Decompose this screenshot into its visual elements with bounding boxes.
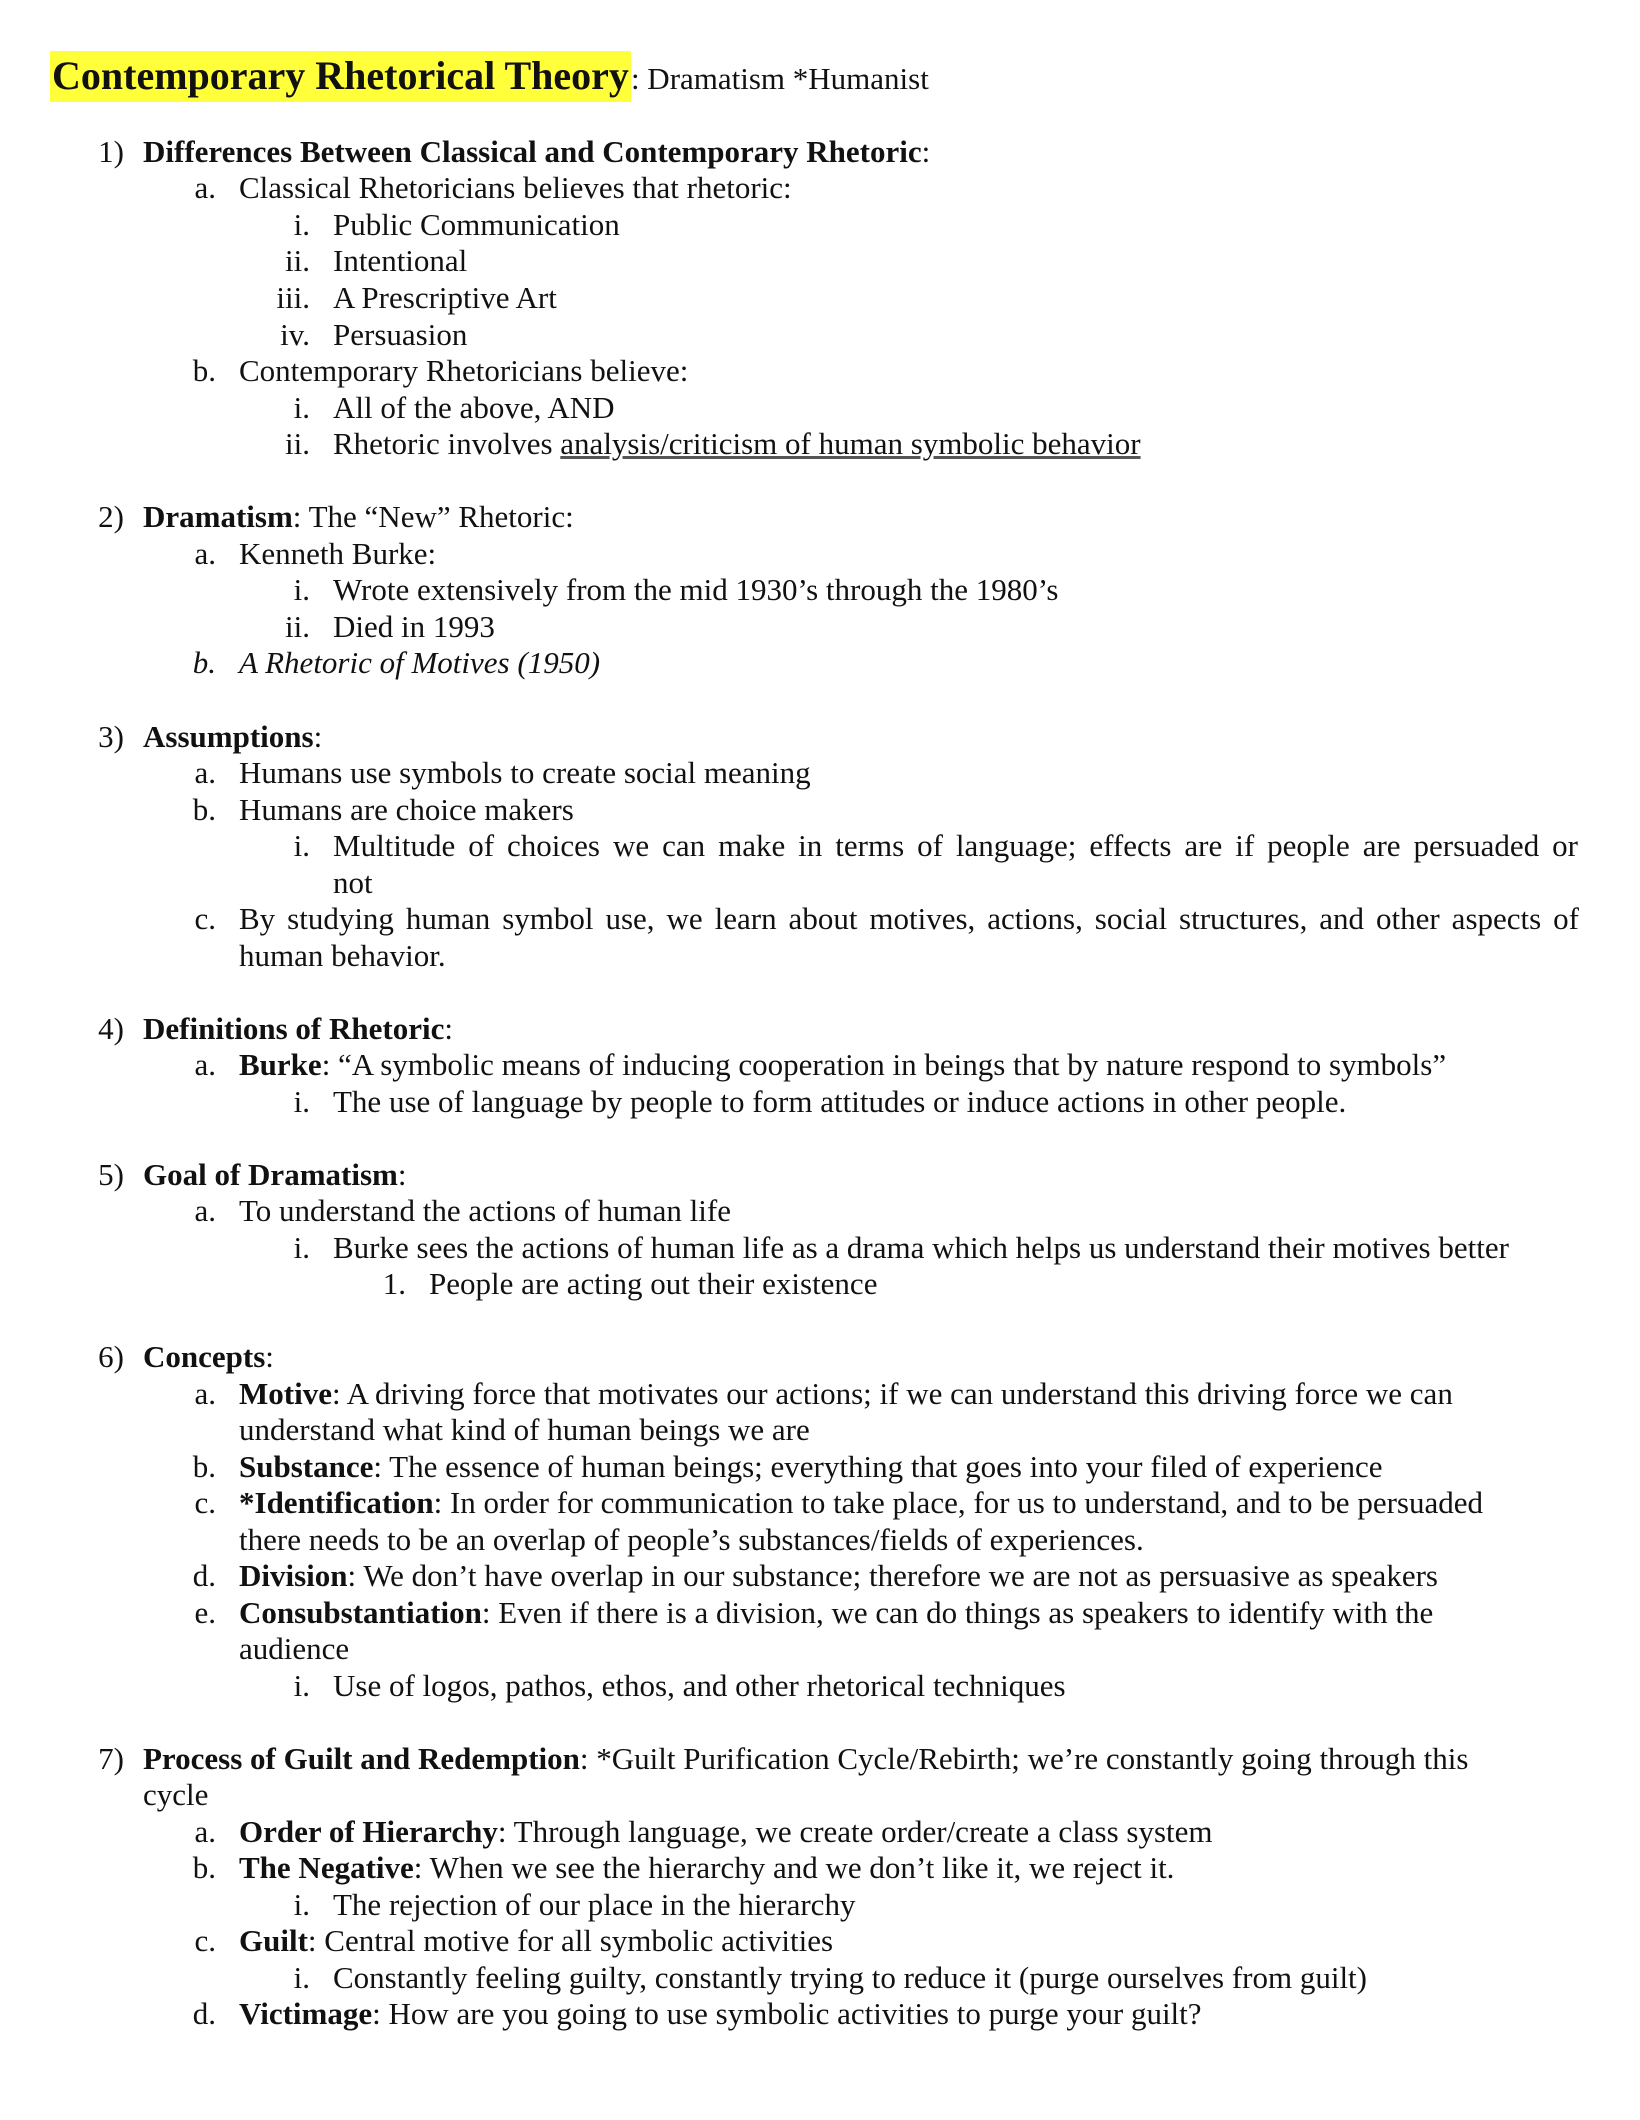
list-item: To understand the actions of human life [239,1193,731,1228]
item-roman: ii. [285,243,310,278]
item-roman: i. [293,207,310,242]
list-item: People are acting out their existence [429,1266,878,1301]
item-letter: a. [194,536,216,571]
item-roman: i. [293,1887,310,1922]
list-item: The Negative: When we see the hierarchy and we don’t like it, we reject it. [239,1850,1175,1885]
list-item: A Prescriptive Art [333,280,557,315]
list-item: Division: We don’t have overlap in our substance; therefore we are not as persuasive as speakers [239,1558,1438,1593]
section-number: 6) [98,1339,124,1374]
section-heading: Goal of Dramatism: [143,1157,407,1192]
item-roman: ii. [285,426,310,461]
section-number: 3) [98,719,124,754]
list-item: Died in 1993 [333,609,495,644]
item-roman: i. [293,1668,310,1703]
section-heading: Differences Between Classical and Contemporary Rhetoric: [143,134,931,169]
list-item: Motive: A driving force that motivates our actions; if we can understand this driving force we can [239,1376,1453,1411]
section-number: 7) [98,1741,124,1776]
item-letter: a. [194,170,216,205]
list-item: *Identification: In order for communication to take place, for us to understand, and to be persuaded [239,1485,1483,1520]
section-heading: Assumptions: [143,719,323,754]
section-number: 2) [98,499,124,534]
list-item: Guilt: Central motive for all symbolic activities [239,1923,834,1958]
item-roman: i. [293,1230,310,1265]
item-letter: a. [194,1376,216,1411]
title-highlighted: Contemporary Rhetorical Theory [50,51,631,102]
item-letter: b. [192,1449,216,1484]
list-item: Rhetoric involves analysis/criticism of human symbolic behavior [333,426,1141,461]
list-item: Contemporary Rhetoricians believe: [239,353,689,388]
item-roman: ii. [285,609,310,644]
item-roman: i. [293,1960,310,1995]
section-heading-continued: cycle [143,1777,209,1812]
list-item: Public Communication [333,207,620,242]
item-letter: a. [194,1814,216,1849]
item-letter: a. [194,755,216,790]
section-heading: Process of Guilt and Redemption: *Guilt Purification Cycle/Rebirth; we’re constantly going through this [143,1741,1469,1776]
list-item: Substance: The essence of human beings; everything that goes into your filed of experience [239,1449,1383,1484]
item-letter: a. [194,1047,216,1082]
list-item: Consubstantiation: Even if there is a division, we can do things as speakers to identify with the [239,1595,1434,1630]
list-item: Victimage: How are you going to use symbolic activities to purge your guilt? [239,1996,1202,2031]
item-letter: a. [194,1193,216,1228]
list-item: Humans are choice makers [239,792,574,827]
item-letter: d. [192,1996,216,2031]
list-item: Intentional [333,243,468,278]
item-roman: iv. [280,317,310,352]
item-roman: i. [293,572,310,607]
item-letter: c. [194,1923,216,1958]
list-item: Humans use symbols to create social meaning [239,755,811,790]
list-item-continued: there needs to be an overlap of people’s substances/fields of experiences. [239,1522,1144,1557]
item-letter: c. [194,1485,216,1520]
list-item: The rejection of our place in the hierarchy [333,1887,856,1922]
list-item-continued: human behavior. [239,938,446,973]
list-item: Burke: “A symbolic means of inducing cooperation in beings that by nature respond to symbols” [239,1047,1447,1082]
list-item: The use of language by people to form attitudes or induce actions in other people. [333,1084,1347,1119]
list-item: Order of Hierarchy: Through language, we create order/create a class system [239,1814,1213,1849]
item-letter: b. [192,792,216,827]
list-item: Use of logos, pathos, ethos, and other rhetorical techniques [333,1668,1066,1703]
list-item: Kenneth Burke: [239,536,437,571]
book-title: A Rhetoric of Motives (1950) [239,645,601,680]
item-number: 1. [382,1266,406,1301]
item-letter: b. [192,645,216,680]
item-roman: i. [293,1084,310,1119]
list-item: Multitude of choices we can make in terms of language; effects are if people are persuaded or [333,828,1578,863]
item-roman: iii. [276,280,310,315]
item-letter: c. [194,901,216,936]
list-item: All of the above, AND [333,390,615,425]
section-number: 5) [98,1157,124,1192]
section-heading: Definitions of Rhetoric: [143,1011,453,1046]
list-item: By studying human symbol use, we learn about motives, actions, social structures, and other aspects of [239,901,1579,936]
section-number: 4) [98,1011,124,1046]
item-letter: b. [192,1850,216,1885]
item-roman: i. [293,828,310,863]
document-title [50,52,929,99]
item-letter: e. [194,1595,216,1630]
list-item: Wrote extensively from the mid 1930’s through the 1980’s [333,572,1059,607]
list-item: Constantly feeling guilty, constantly trying to reduce it (purge ourselves from guilt) [333,1960,1367,1995]
section-heading: Concepts: [143,1339,274,1374]
section-number: 1) [98,134,124,169]
item-letter: d. [192,1558,216,1593]
list-item-continued: audience [239,1631,350,1666]
list-item: Classical Rhetoricians believes that rhetoric: [239,170,792,205]
item-letter: b. [192,353,216,388]
list-item: Persuasion [333,317,468,352]
list-item-continued: understand what kind of human beings we are [239,1412,810,1447]
list-item-continued: not [333,865,373,900]
section-heading: Dramatism: The “New” Rhetoric: [143,499,574,534]
title-subtitle: : Dramatism *Humanist [630,61,929,96]
list-item: Burke sees the actions of human life as a drama which helps us understand their motives better [333,1230,1509,1265]
underlined-phrase: analysis/criticism of human symbolic behavior [560,426,1141,461]
item-roman: i. [293,390,310,425]
